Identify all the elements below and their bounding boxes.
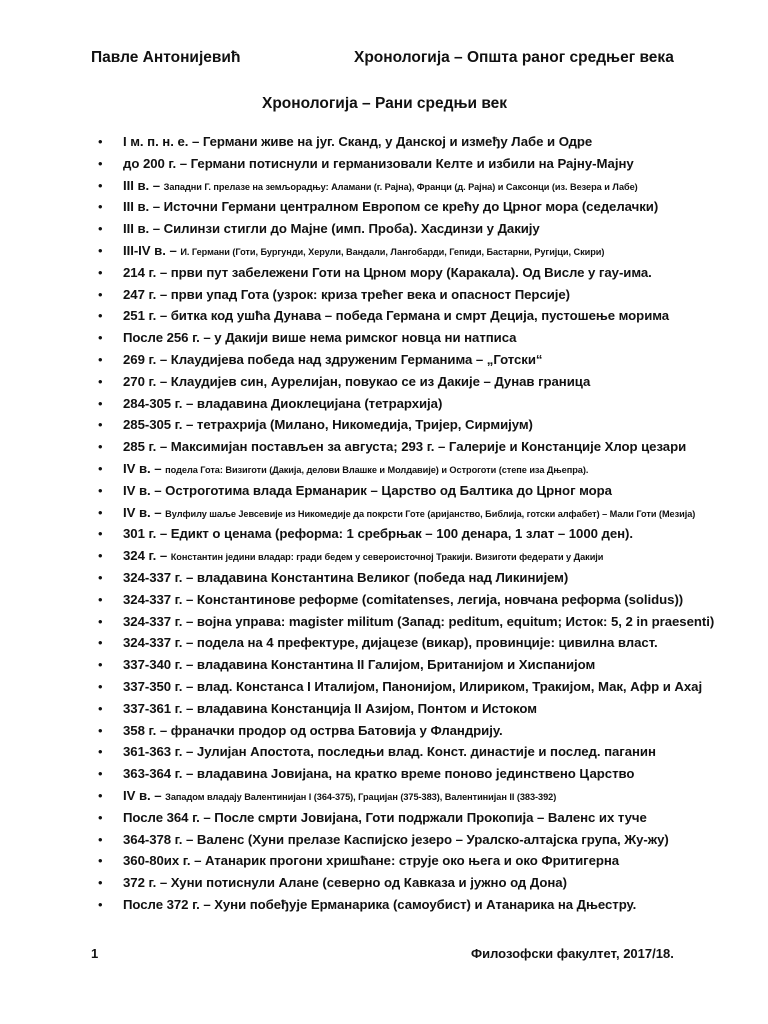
list-item-text [123,305,669,327]
bullet-icon: • [98,373,103,389]
list-item [0,414,768,436]
list-item-text [123,458,588,482]
list-item-detail: И. Германи (Готи, Бургунди, Херули, Вандали, Лангобарди, Гепиди, Бастарни, Ругијци, Скири) [180,246,605,257]
bullet-icon: • [98,766,103,782]
bullet-icon: • [98,351,103,367]
bullet-icon: • [98,286,103,302]
list-item-text [123,349,542,371]
bullet-icon: • [98,875,103,891]
list-item [0,829,768,851]
list-item-lead: 284-305 г. – владавина Диоклецијана (тетрархија) [123,395,443,411]
list-item [0,763,768,785]
bullet-icon: • [98,439,103,455]
bullet-icon: • [98,591,103,607]
bullet-icon: • [98,221,103,237]
list-item [0,371,768,393]
list-item-lead: IV в. – [123,460,166,476]
list-item-lead: 301 г. – Едикт о ценама (реформа: 1 сребрњак – 100 денара, 1 злат – 1000 ден). [123,526,633,542]
list-item-lead: I м. п. н. е. – Германи живе на југ. Сканд, у Данској и између Лабе и Одре [123,134,593,149]
bullet-icon: • [98,853,103,869]
list-item-lead: 337-361 г. – владавина Констанција II Азијом, Понтом и Истоком [123,700,537,716]
list-item-text [123,894,636,916]
bullet-icon: • [98,264,103,280]
list-item [0,567,768,589]
list-item-lead: до 200 г. – Германи потиснули и германизовали Келте и избили на Рајну-Мајну [123,155,634,171]
list-item [0,262,768,284]
bullet-icon: • [98,657,103,673]
list-item-lead: IV в. – [123,787,166,803]
header-course: Хронологија – Општа раног средњег века [354,49,674,66]
list-item-lead: 358 г. – франачки продор од острва Батовија у Фландрију. [123,722,503,738]
list-item [0,327,768,349]
list-item-detail: Вулфилу шаље Јевсевије из Никомедије да покрсти Готе (аријанство, Библија, готски алфабет) – Мали Готи (Мезија) [165,508,696,519]
list-item-lead: 324-337 г. – Константинове реформе (comitatenses, легија, новчана реформа (solidus)) [123,591,684,607]
list-item-text [123,829,669,851]
list-item [0,480,768,502]
list-item [0,676,768,698]
bullet-icon: • [98,504,103,520]
list-item-text [123,436,686,458]
list-item-text [123,807,647,829]
list-item-lead: 372 г. – Хуни потиснули Алане (северно од Кавказа и јужно од Дона) [123,875,567,891]
bullet-icon: • [98,482,103,498]
list-item-text [123,632,658,654]
bullet-icon: • [98,177,103,193]
bullet-icon: • [98,417,103,433]
list-item-lead: 324-337 г. – владавина Константина Великог (победа над Ликинијем) [123,569,569,585]
list-item-lead: III в. – Источни Германи централном Европом се крећу до Црног мора (седелачки) [123,199,659,215]
list-item-lead: После 372 г. – Хуни побеђује Ерманарика (самоубист) и Атанарика на Дњестру. [123,896,637,912]
bullet-icon: • [98,700,103,716]
list-item-detail: подела Гота: Визиготи (Дакија, делови Влашке и Молдавије) и Остроготи (степе иза Дњепра). [165,464,589,475]
list-item-text [123,785,556,809]
list-item-text [123,175,638,199]
bullet-icon: • [98,678,103,694]
list-item-lead: 364-378 г. – Валенс (Хуни прелазе Каспијско језеро – Уралско-алтајска група, Жу-жу) [123,831,669,847]
page-title: Хронологија – Рани средњи век [262,95,508,112]
list-item-lead: 360-80их г. – Атанарик прогони хришћане: струје око њега и око Фритигерна [123,853,620,869]
list-item-lead: 285-305 г. – тетрахрија (Милано, Никомедија, Тријер, Сирмијум) [123,417,533,433]
list-item-text [123,371,590,393]
list-item [0,305,768,327]
list-item-lead: III-IV в. – [123,242,181,258]
list-item-lead: 247 г. – први упад Гота (узрок: криза трећег века и опасност Персије) [123,286,571,302]
list-item-text [123,654,595,676]
list-item-detail: Западни Г. прелазе на земљорадњу: Аламани (г. Рајна), Франци (д. Рајна) и Саксонци (из. Везера и Лабе) [163,181,638,192]
list-item-text [123,153,634,175]
bullet-icon: • [98,526,103,542]
list-item-text [123,872,567,894]
list-item-lead: 285 г. – Максимијан постављен за августа; 293 г. – Галерије и Констанције Хлор цезари [123,439,687,455]
list-item [0,458,768,480]
list-item-lead: 363-364 г. – владавина Јовијана, на кратко време поново јединствено Царство [123,766,635,782]
list-item-lead: 324-337 г. – подела на 4 префектуре, дијацезе (викар), провинције: цивилна власт. [123,635,658,651]
list-item-lead: 214 г. – први пут забележени Готи на Црном мору (Каракала). Од Висле у гау-има. [123,264,652,280]
list-item [0,436,768,458]
list-item [0,196,768,218]
list-item-text [123,611,714,633]
bullet-icon: • [98,809,103,825]
bullet-icon: • [98,395,103,411]
list-item-text [123,741,656,763]
list-item-text [123,676,702,698]
list-item-lead: III в. – [123,177,164,193]
list-item-detail: Западом владају Валентинијан I (364-375), Грацијан (375-383), Валентинијан II (383-392) [165,791,557,802]
bullet-icon: • [98,722,103,738]
list-item [0,393,768,415]
list-item-text [123,196,658,218]
list-item-lead: После 256 г. – у Дакији више нема римског новца ни натписа [123,330,517,346]
list-item [0,240,768,262]
list-item [0,153,768,175]
bullet-icon: • [98,548,103,564]
list-item [0,654,768,676]
bullet-icon: • [98,896,103,912]
list-item [0,502,768,524]
list-item-text [123,545,603,569]
list-item [0,741,768,763]
list-item [0,175,768,197]
bullet-icon: • [98,831,103,847]
page-number: 1 [91,946,99,961]
list-item-text [123,850,619,872]
list-item [0,632,768,654]
list-item [0,284,768,306]
list-item [0,872,768,894]
list-item-lead: 361-363 г. – Јулијан Апостота, последњи влад. Конст. династије и послед. паганин [123,744,656,760]
list-item-text [123,523,633,545]
list-item-text [123,589,683,611]
list-item-text [123,480,612,502]
bullet-icon: • [98,787,103,803]
list-item [0,785,768,807]
list-item-text [123,763,634,785]
bullet-icon: • [98,330,103,346]
header-author: Павле Антонијевић [91,49,241,66]
list-item [0,611,768,633]
list-item-text [123,240,604,264]
bullet-icon: • [98,242,103,258]
list-item-lead: 251 г. – битка код ушћа Дунава – победа Германа и смрт Деција, пустошење морима [123,308,670,324]
list-item-lead: IV в. – [123,504,166,520]
bullet-icon: • [98,134,103,149]
bullet-icon: • [98,569,103,585]
list-item-text [123,262,652,284]
list-item-text [123,720,503,742]
list-item-lead: 324-337 г. – војна управа: magister militum (Запад: peditum, equitum; Исток: 5, 2 in praesenti) [123,613,715,629]
bullet-icon: • [98,613,103,629]
list-item-lead: После 364 г. – После смрти Јовијана, Готи подржали Прокопија – Валенс их туче [123,809,647,825]
list-item-text [123,698,537,720]
list-item [0,218,768,240]
bullet-icon: • [98,308,103,324]
list-item [0,523,768,545]
list-item-lead: 337-350 г. – влад. Констанса I Италијом, Панонијом, Илириком, Тракијом, Мак, Афр и Ахај [123,678,703,694]
bullet-icon: • [98,460,103,476]
bullet-icon: • [98,635,103,651]
list-item-text [123,414,533,436]
list-item [0,850,768,872]
bullet-icon: • [98,744,103,760]
list-item-text [123,131,592,153]
bullet-icon: • [98,199,103,215]
footer-institution: Филозофски факултет, 2017/18. [471,946,674,961]
list-item [0,807,768,829]
list-item [0,894,768,916]
list-item-detail: Константин једини владар: гради бедем у североисточној Тракији. Визиготи федерати у Дакији [170,552,604,563]
list-item-lead: 324 г. – [123,548,171,564]
list-item [0,349,768,371]
list-item-lead: IV в. – Остроготима влада Ерманарик – Царство од Балтика до Црног мора [123,482,612,498]
list-item-text [123,393,442,415]
list-item-lead: 269 г. – Клаудијева победа над здруженим Германима – „Готски“ [123,351,543,367]
chronology-list [0,131,768,916]
list-item-text [123,567,568,589]
list-item-text [123,327,516,349]
list-item [0,589,768,611]
list-item-lead: III в. – Силинзи стигли до Мајне (имп. Проба). Хасдинзи у Дакију [123,221,540,237]
list-item-text [123,218,540,240]
list-item [0,698,768,720]
list-item-text [123,284,570,306]
bullet-icon: • [98,155,103,171]
list-item [0,720,768,742]
list-item-lead: 337-340 г. – владавина Константина II Галијом, Британијом и Хиспанијом [123,657,596,673]
list-item [0,131,768,153]
list-item-lead: 270 г. – Клаудијев син, Аурелијан, повукао се из Дакије – Дунав граница [123,373,591,389]
list-item-text [123,502,695,526]
list-item [0,545,768,567]
